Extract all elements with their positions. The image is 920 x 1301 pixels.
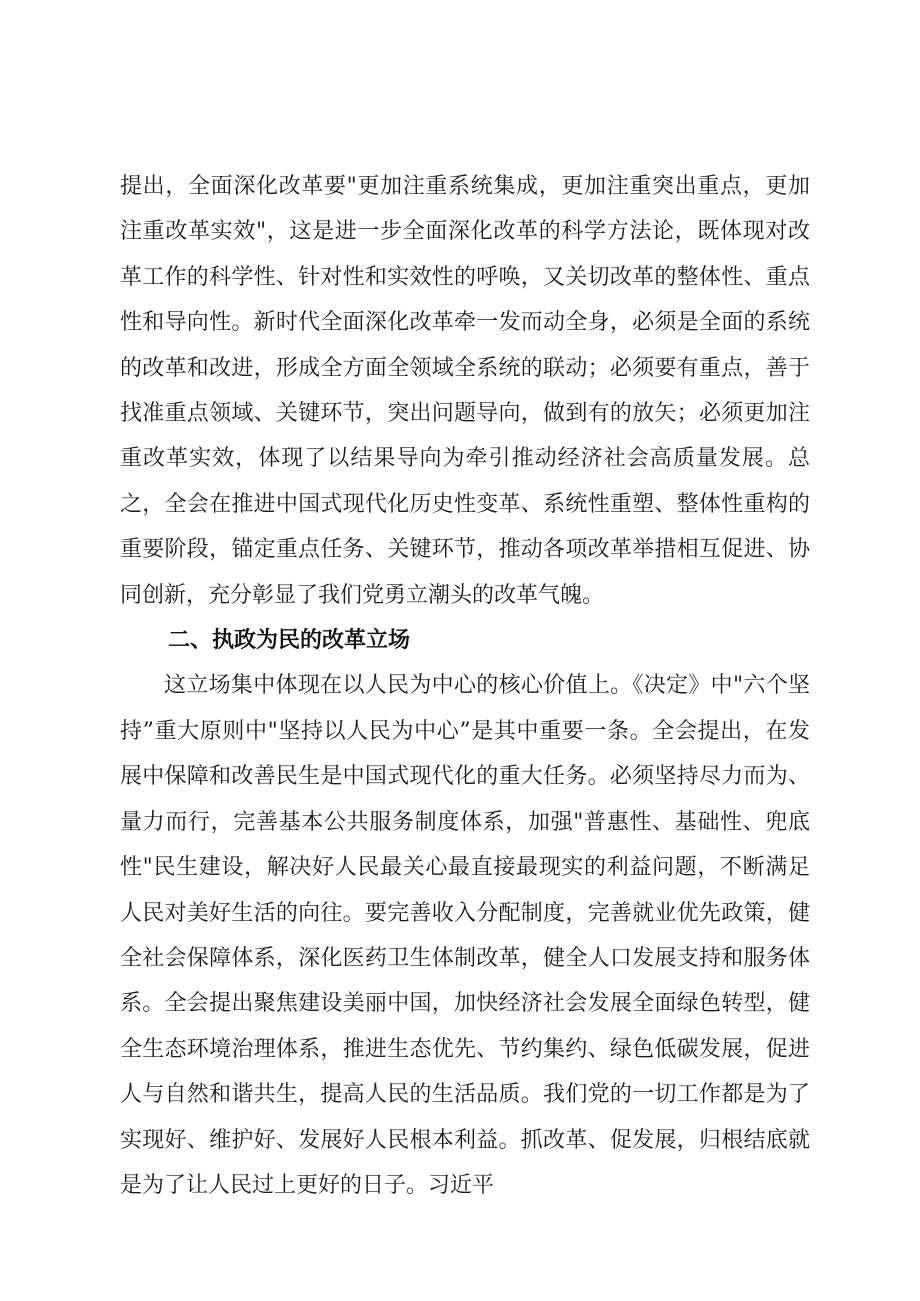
document-body xyxy=(120,164,810,1208)
section-heading: 二、执政为民的改革立场 xyxy=(168,628,411,654)
body-paragraph: 提出，全面深化改革要"更加注重系统集成，更加注重突出重点，更加注重改革实效"，这是进一步全面深化改革的科学方法论，既体现对改革工作的科学性、针对性和实效性的呼唤，又关切改革的整体性、重点性和导向性。新时代全面深化改革牵一发而动全身，必须是全面的系统的改革和改进，形成全方面全领域全系统的联动；必须要有重点，善于找准重点领域、关键环节，突出问题导向，做到有的放矢；必须更加注重改革实效，体现了以结果导向为牵引推动经济社会高质量发展。总之，全会在推进中国式现代化历史性变革、系统性重塑、整体性重构的重要阶段，锚定重点任务、关键环节，推动各项改革举措相互促进、协同创新，充分彰显了我们党勇立潮头的改革气魄。 xyxy=(120,174,810,608)
body-paragraph: 这立场集中体现在以人民为中心的核心价值上。《决定》中"六个坚持”重大原则中"坚持以人民为中心”是其中重要一条。全会提出，在发展中保障和改善民生是中国式现代化的重大任务。必须坚持尽力而为、量力而行，完善基本公共服务制度体系，加强"普惠性、基础性、兜底性"民生建设，解决好人民最关心最直接最现实的利益问题，不断满足人民对美好生活的向往。要完善收入分配制度，完善就业优先政策，健全社会保障体系，深化医药卫生体制改革，健全人口发展支持和服务体系。全会提出聚焦建设美丽中国，加快经济社会发展全面绿色转型，健全生态环境治理体系，推进生态优先、节约集约、绿色低碳发展，促进人与自然和谐共生，提高人民的生活品质。我们党的一切工作都是为了实现好、维护好、发展好人民根本利益。抓改革、促发展，归根结底就是为了让人民过上更好的日子。习近平 xyxy=(120,673,810,1198)
